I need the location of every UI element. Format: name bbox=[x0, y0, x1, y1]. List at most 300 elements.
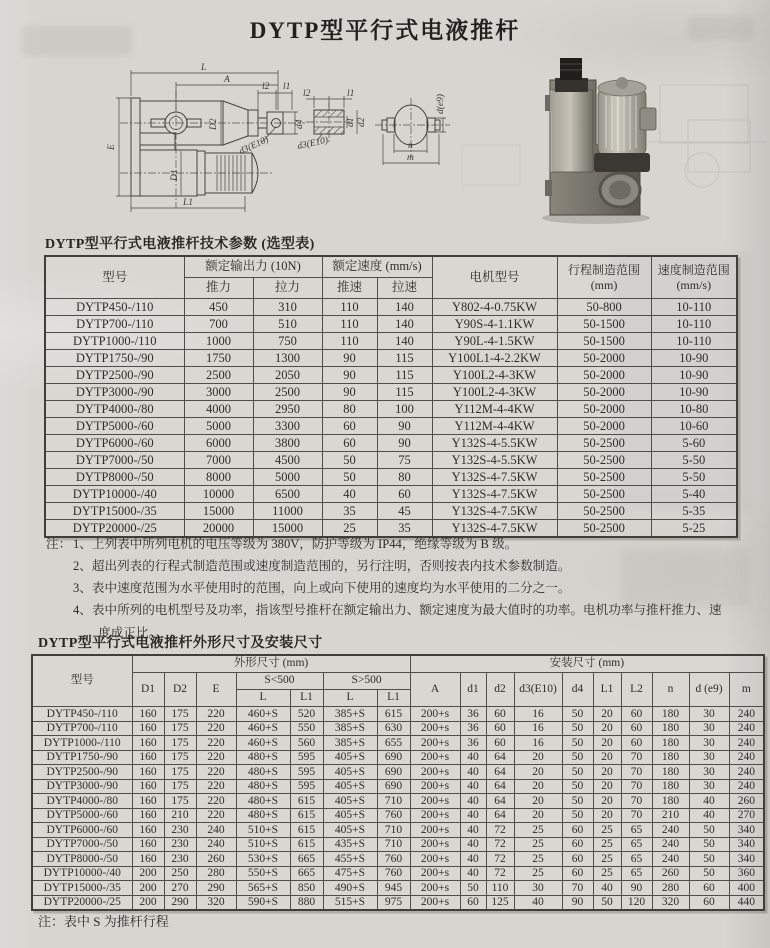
table-cell: DYTP1750-/90 bbox=[32, 750, 132, 765]
table-cell: 30 bbox=[689, 750, 729, 765]
table-cell: 400 bbox=[729, 881, 764, 896]
table-cell: 595 bbox=[290, 765, 323, 780]
notes-label: 注： bbox=[46, 537, 72, 551]
table-cell: 760 bbox=[377, 852, 410, 867]
table-cell: 10-80 bbox=[651, 401, 737, 418]
table-cell: 520 bbox=[290, 707, 323, 722]
table-cell: 200 bbox=[132, 895, 164, 910]
table-cell: 200+s bbox=[410, 765, 460, 780]
dim-label-d3e10: d3(E10) bbox=[296, 135, 330, 152]
table-cell: 60 bbox=[689, 895, 729, 910]
table-cell: 125 bbox=[486, 895, 514, 910]
table-cell: 340 bbox=[729, 852, 764, 867]
table-cell: 180 bbox=[652, 779, 689, 794]
table-cell: 30 bbox=[689, 736, 729, 751]
table-cell: 110 bbox=[486, 881, 514, 896]
col-L1-gt: L1 bbox=[377, 690, 410, 707]
table-cell: 450 bbox=[184, 299, 253, 316]
note-item: 1、上列表中所列电机的电压等级为 380V，防护等级为 IP44，绝缘等级为 B 级。 bbox=[73, 537, 518, 551]
table-row bbox=[45, 469, 737, 486]
table-cell: 5000 bbox=[253, 469, 322, 486]
col-model: 型号 bbox=[45, 256, 184, 299]
table-cell: DYTP700-/110 bbox=[45, 316, 184, 333]
table-cell: 5-60 bbox=[651, 435, 737, 452]
table-cell: 665 bbox=[290, 866, 323, 881]
dim-label-d4: d4 bbox=[295, 119, 305, 129]
table-cell: DYTP450-/110 bbox=[45, 299, 184, 316]
table-cell: 50 bbox=[562, 707, 593, 722]
table-cell: 20 bbox=[593, 808, 621, 823]
table-cell: 615 bbox=[377, 707, 410, 722]
table-cell: 40 bbox=[460, 823, 486, 838]
table-cell: 290 bbox=[164, 895, 196, 910]
table-cell: 50-2000 bbox=[557, 401, 651, 418]
table-cell: 20 bbox=[514, 750, 562, 765]
table-cell: 50 bbox=[322, 452, 377, 469]
table-row bbox=[32, 895, 764, 910]
table-cell: 230 bbox=[164, 852, 196, 867]
table-cell: 270 bbox=[164, 881, 196, 896]
table-cell: 590+S bbox=[236, 895, 290, 910]
table-cell: 175 bbox=[164, 736, 196, 751]
table-cell: 530+S bbox=[236, 852, 290, 867]
table-cell: 700 bbox=[184, 316, 253, 333]
table-cell: 64 bbox=[486, 765, 514, 780]
table-row bbox=[45, 401, 737, 418]
table-cell: 5-50 bbox=[651, 452, 737, 469]
table-cell: 595 bbox=[290, 750, 323, 765]
table-cell: 11000 bbox=[253, 503, 322, 520]
dims-table-title: DYTP型平行式电液推杆外形尺寸及安装尺寸 bbox=[38, 636, 323, 651]
table-cell: 2050 bbox=[253, 367, 322, 384]
table-cell: 20 bbox=[593, 750, 621, 765]
table-cell: 90 bbox=[377, 435, 432, 452]
col-E: E bbox=[196, 673, 236, 707]
table-cell: 5-25 bbox=[651, 520, 737, 538]
table-cell: 90 bbox=[562, 895, 593, 910]
table-cell: 80 bbox=[377, 469, 432, 486]
table-cell: DYTP8000-/50 bbox=[32, 852, 132, 867]
table-cell: 50-2000 bbox=[557, 350, 651, 367]
table-cell: 30 bbox=[689, 765, 729, 780]
table-cell: 64 bbox=[486, 750, 514, 765]
col-L-gt: L bbox=[323, 690, 377, 707]
col-m: m bbox=[729, 673, 764, 707]
table-cell: DYTP2500-/90 bbox=[32, 765, 132, 780]
table-row bbox=[45, 452, 737, 469]
table-cell: 615 bbox=[290, 823, 323, 838]
table-cell: 480+S bbox=[236, 779, 290, 794]
table-cell: 175 bbox=[164, 750, 196, 765]
table-cell: 665 bbox=[290, 852, 323, 867]
table-cell: 200+s bbox=[410, 837, 460, 852]
table-cell: 240 bbox=[729, 765, 764, 780]
table-cell: 25 bbox=[514, 866, 562, 881]
table-cell: 690 bbox=[377, 765, 410, 780]
table-cell: Y100L1-4-2.2KW bbox=[432, 350, 557, 367]
table-cell: 10-110 bbox=[651, 299, 737, 316]
table-cell: 140 bbox=[377, 316, 432, 333]
table-cell: 690 bbox=[377, 750, 410, 765]
table-cell: 240 bbox=[729, 736, 764, 751]
table-cell: 72 bbox=[486, 837, 514, 852]
table-cell: 10-90 bbox=[651, 350, 737, 367]
table-cell: Y132S-4-7.5KW bbox=[432, 486, 557, 503]
table-cell: 240 bbox=[196, 837, 236, 852]
table-cell: 4500 bbox=[253, 452, 322, 469]
table-cell: 435+S bbox=[323, 837, 377, 852]
table-cell: 20000 bbox=[184, 520, 253, 538]
table-cell: Y132S-4-7.5KW bbox=[432, 520, 557, 538]
table-cell: 50-2500 bbox=[557, 503, 651, 520]
table-cell: 30 bbox=[689, 721, 729, 736]
table-cell: 240 bbox=[729, 707, 764, 722]
table-cell: 115 bbox=[377, 384, 432, 401]
table-cell: 72 bbox=[486, 823, 514, 838]
col-D1: D1 bbox=[132, 673, 164, 707]
table-cell: 35 bbox=[377, 520, 432, 538]
table-cell: 220 bbox=[196, 808, 236, 823]
table-cell: 40 bbox=[460, 779, 486, 794]
table-cell: 50 bbox=[460, 881, 486, 896]
table-cell: 210 bbox=[164, 808, 196, 823]
col-d4: d4 bbox=[562, 673, 593, 707]
speed-range-label: 速度制造范围 bbox=[657, 262, 730, 277]
table-cell: 20 bbox=[593, 779, 621, 794]
table-cell: 65 bbox=[621, 852, 652, 867]
table-cell: Y132S-4-7.5KW bbox=[432, 469, 557, 486]
table-cell: 20 bbox=[593, 721, 621, 736]
table-cell: 15000 bbox=[253, 520, 322, 538]
table-cell: 180 bbox=[652, 721, 689, 736]
table-cell: Y132S-4-5.5KW bbox=[432, 452, 557, 469]
table-cell: 4000 bbox=[184, 401, 253, 418]
table-cell: 200+s bbox=[410, 707, 460, 722]
table-cell: 40 bbox=[593, 881, 621, 896]
col-d1: d1 bbox=[460, 673, 486, 707]
table-cell: DYTP8000-/50 bbox=[45, 469, 184, 486]
technical-drawing-band bbox=[0, 50, 770, 237]
table-cell: 8000 bbox=[184, 469, 253, 486]
group-outline-dims: 外形尺寸 (mm) bbox=[132, 655, 410, 673]
table-cell: DYTP7000-/50 bbox=[32, 837, 132, 852]
table-cell: 40 bbox=[460, 837, 486, 852]
table-cell: 175 bbox=[164, 794, 196, 809]
table-cell: 480+S bbox=[236, 808, 290, 823]
table-cell: 25 bbox=[593, 866, 621, 881]
table-row bbox=[32, 808, 764, 823]
table-cell: 50 bbox=[689, 852, 729, 867]
table-cell: 405+S bbox=[323, 750, 377, 765]
table-cell: 50-2500 bbox=[557, 452, 651, 469]
table-cell: 15000 bbox=[184, 503, 253, 520]
table-cell: 30 bbox=[514, 881, 562, 896]
table-cell: 70 bbox=[621, 765, 652, 780]
table-cell: 175 bbox=[164, 765, 196, 780]
table-cell: 50-1500 bbox=[557, 333, 651, 350]
table-cell: 60 bbox=[621, 707, 652, 722]
notes-list bbox=[46, 533, 724, 644]
table-cell: 5-50 bbox=[651, 469, 737, 486]
table-cell: 760 bbox=[377, 866, 410, 881]
col-D2: D2 bbox=[164, 673, 196, 707]
table-cell: 40 bbox=[460, 852, 486, 867]
table-cell: 25 bbox=[514, 823, 562, 838]
table-row bbox=[45, 350, 737, 367]
table-cell: 50-2000 bbox=[557, 367, 651, 384]
group-s-gt-500: S>500 bbox=[323, 673, 410, 690]
table-cell: 615 bbox=[290, 794, 323, 809]
table-row bbox=[32, 852, 764, 867]
col-n: n bbox=[652, 673, 689, 707]
speed-range-unit: (mm/s) bbox=[676, 277, 712, 292]
table-cell: 200+s bbox=[410, 808, 460, 823]
table-cell: 160 bbox=[132, 736, 164, 751]
table-cell: 200+s bbox=[410, 866, 460, 881]
table-cell: 115 bbox=[377, 367, 432, 384]
table-cell: 20 bbox=[593, 794, 621, 809]
table-cell: 110 bbox=[322, 316, 377, 333]
dim-label-D2: D2 bbox=[209, 118, 219, 130]
table-cell: 220 bbox=[196, 765, 236, 780]
notes-block bbox=[46, 533, 724, 644]
table-cell: 30 bbox=[689, 707, 729, 722]
table-cell: 65 bbox=[621, 866, 652, 881]
table-cell: 40 bbox=[460, 866, 486, 881]
table-cell: 60 bbox=[486, 736, 514, 751]
table-cell: 405+S bbox=[323, 808, 377, 823]
table-cell: 36 bbox=[460, 736, 486, 751]
table-cell: 60 bbox=[562, 837, 593, 852]
table-cell: 50 bbox=[562, 721, 593, 736]
table-cell: 3800 bbox=[253, 435, 322, 452]
table-cell: 30 bbox=[689, 779, 729, 794]
table-cell: 405+S bbox=[323, 779, 377, 794]
group-install-dims: 安装尺寸 (mm) bbox=[410, 655, 764, 673]
table-cell: 180 bbox=[652, 794, 689, 809]
table-cell: 565+S bbox=[236, 881, 290, 896]
table-cell: 25 bbox=[593, 823, 621, 838]
table-cell: 60 bbox=[689, 881, 729, 896]
table-cell: 100 bbox=[377, 401, 432, 418]
table-cell: DYTP2500-/90 bbox=[45, 367, 184, 384]
page-title: DYTP型平行式电液推杆 bbox=[249, 18, 521, 43]
table-cell: DYTP5000-/60 bbox=[45, 418, 184, 435]
table-cell: 510+S bbox=[236, 837, 290, 852]
table-cell: 50-2000 bbox=[557, 384, 651, 401]
table-cell: 475+S bbox=[323, 866, 377, 881]
table-cell: 50-800 bbox=[557, 299, 651, 316]
dim-label-D1: D1 bbox=[170, 169, 180, 181]
section-detail-drawing bbox=[296, 89, 367, 152]
table-cell: 2500 bbox=[184, 367, 253, 384]
table-cell: 20 bbox=[514, 779, 562, 794]
table-row bbox=[45, 333, 737, 350]
table-cell: DYTP10000-/40 bbox=[45, 486, 184, 503]
table-cell: Y112M-4-4KW bbox=[432, 418, 557, 435]
table-cell: 260 bbox=[729, 794, 764, 809]
table-row bbox=[32, 707, 764, 722]
table-cell: 850 bbox=[290, 881, 323, 896]
table-cell: 550+S bbox=[236, 866, 290, 881]
table-cell: 340 bbox=[729, 837, 764, 852]
table-row bbox=[32, 794, 764, 809]
table-cell: 250 bbox=[164, 866, 196, 881]
table-cell: 220 bbox=[196, 750, 236, 765]
table-cell: 50 bbox=[562, 808, 593, 823]
table-cell: 175 bbox=[164, 721, 196, 736]
table-cell: 270 bbox=[729, 808, 764, 823]
table-cell: Y112M-4-4KW bbox=[432, 401, 557, 418]
table-cell: 690 bbox=[377, 779, 410, 794]
table-cell: 50 bbox=[689, 866, 729, 881]
table-cell: 175 bbox=[164, 707, 196, 722]
table-cell: 6000 bbox=[184, 435, 253, 452]
table-cell: 25 bbox=[322, 520, 377, 538]
table-cell: DYTP6000-/60 bbox=[32, 823, 132, 838]
table-cell: 490+S bbox=[323, 881, 377, 896]
table-cell: 140 bbox=[377, 333, 432, 350]
table-cell: 220 bbox=[196, 707, 236, 722]
table-cell: 25 bbox=[593, 852, 621, 867]
table-cell: 160 bbox=[132, 852, 164, 867]
col-model: 型号 bbox=[32, 655, 132, 707]
table-cell: 40 bbox=[322, 486, 377, 503]
table-cell: 550 bbox=[290, 721, 323, 736]
side-view-drawing bbox=[107, 63, 305, 212]
group-s-lt-500: S<500 bbox=[236, 673, 323, 690]
table-cell: 50 bbox=[322, 469, 377, 486]
table-cell: 615 bbox=[290, 808, 323, 823]
col-pull-speed: 拉速 bbox=[377, 278, 432, 299]
col-push-speed: 推速 bbox=[322, 278, 377, 299]
table-cell: 760 bbox=[377, 808, 410, 823]
table-cell: 90 bbox=[322, 350, 377, 367]
table-cell: 60 bbox=[621, 721, 652, 736]
table-cell: 2500 bbox=[253, 384, 322, 401]
table-cell: 320 bbox=[652, 895, 689, 910]
table-cell: 25 bbox=[593, 837, 621, 852]
table-cell: 90 bbox=[621, 881, 652, 896]
table-row bbox=[45, 418, 737, 435]
table-cell: 7000 bbox=[184, 452, 253, 469]
table-cell: 385+S bbox=[323, 721, 377, 736]
table-cell: 50-2500 bbox=[557, 486, 651, 503]
table-cell: 710 bbox=[377, 794, 410, 809]
col-L1-lt: L1 bbox=[290, 690, 323, 707]
table-cell: 280 bbox=[196, 866, 236, 881]
table-cell: 50 bbox=[562, 794, 593, 809]
table-row bbox=[32, 736, 764, 751]
table-cell: 65 bbox=[621, 837, 652, 852]
table-cell: 80 bbox=[322, 401, 377, 418]
table-cell: 175 bbox=[164, 779, 196, 794]
table-cell: 510+S bbox=[236, 823, 290, 838]
table-cell: 200 bbox=[132, 881, 164, 896]
table-cell: 3300 bbox=[253, 418, 322, 435]
table-cell: 240 bbox=[652, 837, 689, 852]
note-item: 2、超出列表的行程式制造范围或速度制造范围的，另行注明，否则按表内技术参数制造。 bbox=[73, 559, 571, 574]
table-cell: 200+s bbox=[410, 852, 460, 867]
table-cell: DYTP700-/110 bbox=[32, 721, 132, 736]
table-cell: DYTP1750-/90 bbox=[45, 350, 184, 367]
table-cell: 210 bbox=[652, 808, 689, 823]
table-cell: 50 bbox=[562, 779, 593, 794]
table-cell: 60 bbox=[322, 435, 377, 452]
table-cell: 40 bbox=[514, 895, 562, 910]
table-cell: 200+s bbox=[410, 823, 460, 838]
table-row bbox=[32, 750, 764, 765]
table-cell: 160 bbox=[132, 779, 164, 794]
table-cell: DYTP5000-/60 bbox=[32, 808, 132, 823]
table-cell: DYTP6000-/60 bbox=[45, 435, 184, 452]
table-cell: 510 bbox=[253, 316, 322, 333]
table-cell: Y802-4-0.75KW bbox=[432, 299, 557, 316]
table-cell: 160 bbox=[132, 721, 164, 736]
table-cell: 72 bbox=[486, 866, 514, 881]
table-cell: 405+S bbox=[323, 765, 377, 780]
table-cell: 60 bbox=[562, 823, 593, 838]
table-cell: DYTP4000-/80 bbox=[45, 401, 184, 418]
table-cell: 40 bbox=[460, 808, 486, 823]
dims-table-footnote: 注：表中 S 为推杆行程 bbox=[38, 914, 169, 929]
table-cell: 220 bbox=[196, 779, 236, 794]
dim-label-l1: l1 bbox=[283, 82, 291, 92]
table-cell: 440 bbox=[729, 895, 764, 910]
table-cell: 5000 bbox=[184, 418, 253, 435]
table-cell: 115 bbox=[377, 350, 432, 367]
table-cell: 230 bbox=[164, 823, 196, 838]
table-cell: DYTP3000-/90 bbox=[45, 384, 184, 401]
dim-label-L1: L1 bbox=[183, 198, 194, 208]
table-cell: Y90L-4-1.5KW bbox=[432, 333, 557, 350]
table-cell: 630 bbox=[377, 721, 410, 736]
table-cell: 480+S bbox=[236, 750, 290, 765]
col-L1-install: L1 bbox=[593, 673, 621, 707]
table-cell: 50 bbox=[562, 736, 593, 751]
table-cell: 200+s bbox=[410, 750, 460, 765]
table-cell: 460+S bbox=[236, 736, 290, 751]
params-table-body bbox=[45, 299, 737, 538]
table-cell: 16 bbox=[514, 736, 562, 751]
table-cell: 40 bbox=[460, 765, 486, 780]
table-cell: 200+s bbox=[410, 794, 460, 809]
table-cell: 710 bbox=[377, 837, 410, 852]
table-cell: 460+S bbox=[236, 721, 290, 736]
table-cell: 40 bbox=[460, 794, 486, 809]
table-cell: DYTP450-/110 bbox=[32, 707, 132, 722]
col-rated-output: 额定输出力 (10N) bbox=[184, 256, 322, 278]
table-cell: 5-40 bbox=[651, 486, 737, 503]
table-cell: 615 bbox=[290, 837, 323, 852]
col-d2: d2 bbox=[486, 673, 514, 707]
table-row bbox=[32, 837, 764, 852]
table-cell: 72 bbox=[486, 852, 514, 867]
table-cell: 405+S bbox=[323, 823, 377, 838]
table-cell: 595 bbox=[290, 779, 323, 794]
table-cell: 6500 bbox=[253, 486, 322, 503]
table-row bbox=[32, 881, 764, 896]
table-cell: 220 bbox=[196, 721, 236, 736]
table-row bbox=[45, 299, 737, 316]
note-item: 3、表中速度范围为水平使用时的范围，向上或向下使用的速度均为水平使用的二分之一。 bbox=[73, 581, 571, 596]
table-cell: 710 bbox=[377, 823, 410, 838]
table-cell: 750 bbox=[253, 333, 322, 350]
table-cell: 16 bbox=[514, 721, 562, 736]
table-cell: 340 bbox=[729, 823, 764, 838]
table-cell: 10-90 bbox=[651, 384, 737, 401]
dim-label-A: A bbox=[224, 75, 230, 85]
